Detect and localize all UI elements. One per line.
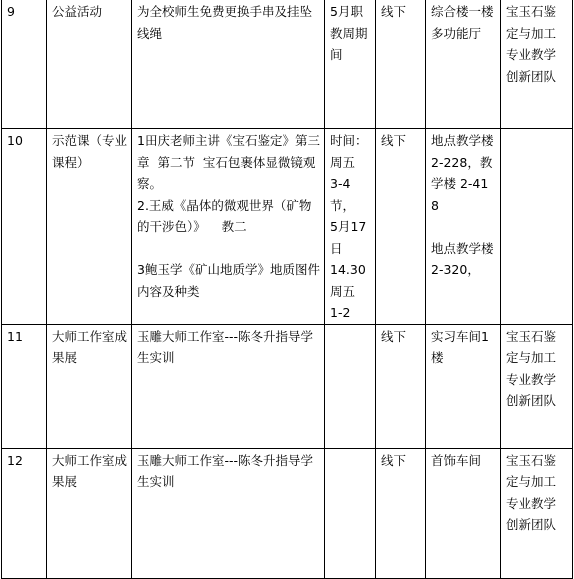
cell-line: 2.王威《晶体的微观世界（矿物的干涉色）》 教二 [137,197,312,234]
cell-line: 1-2 [330,305,351,320]
cell-line: 玉雕大师工作室---陈冬升指导学生实训 [137,328,314,365]
activity-place-cell [426,0,501,129]
row-number [2,324,47,448]
cell-line: 3鲍玉学《矿山地质学》地质图件内容及种类 [137,262,320,299]
cell-line: 周五 [330,283,356,299]
cell-line: 玉雕大师工作室---陈冬升指导学生实训 [137,452,314,489]
organizer-cell [501,324,573,448]
activity-mode-cell [376,448,426,578]
organizer-cell [501,129,573,325]
schedule-body [2,0,573,578]
activity-content-cell [132,0,325,129]
activity-place-cell [426,324,501,448]
activity-content-cell [132,129,325,325]
row-number [2,129,47,325]
table-row [2,0,573,129]
cell-line: 首饰车间 [431,452,482,468]
cell-text: 线下 [381,4,407,19]
cell-line: 3-4 [330,176,351,191]
cell-line [137,238,320,260]
cell-line: 5月职教周期间 [330,4,368,62]
activity-mode-cell [376,129,426,325]
activity-time-cell [325,129,376,325]
cell-line: 实习车间1楼 [431,328,489,365]
activity-mode-cell [376,324,426,448]
cell-text: 11 [7,328,23,344]
activity-place-cell [426,129,501,325]
cell-line: 为全校师生免费更换手串及挂坠线绳 [137,4,313,41]
cell-text: 线下 [381,452,407,468]
cell-text: 12 [7,452,23,468]
cell-text: 公益活动 [52,4,103,19]
activity-name-cell [47,448,132,578]
activity-time-cell [325,448,376,578]
cell-line: 地点教学楼 2-228，教学楼 2-418 [431,133,498,213]
cell-line: 5月17日 [330,219,367,256]
cell-text: 宝玉石鉴定与加工专业教学创新团队 [506,452,557,532]
table-row [2,324,573,448]
cell-line: 地点教学楼 2-320， [431,240,498,277]
schedule-table [1,0,573,579]
cell-text: 宝玉石鉴定与加工专业教学创新团队 [506,328,557,408]
activity-name-cell [47,0,132,129]
activity-name-cell [47,324,132,448]
activity-time-cell [325,0,376,129]
cell-text: 线下 [381,133,407,148]
cell-text: 宝玉石鉴定与加工专业教学创新团队 [506,4,557,84]
cell-text: 线下 [381,328,407,344]
cell-line: 节， [330,197,356,213]
activity-name-cell [47,129,132,325]
activity-content-cell [132,448,325,578]
cell-text: 大师工作室成果展 [52,328,128,365]
row-number [2,0,47,129]
activity-mode-cell [376,0,426,129]
activity-place-cell [426,448,501,578]
cell-line: 时间： [330,133,368,148]
cell-text: 10 [7,133,23,148]
cell-line: 综合楼一楼多功能厅 [431,4,494,41]
cell-text: 大师工作室成果展 [52,452,128,489]
organizer-cell [501,448,573,578]
table-row [2,129,573,325]
cell-line: 周五 [330,154,356,170]
cell-line: 14.30 [330,262,366,277]
row-number [2,448,47,578]
table-row [2,448,573,578]
organizer-cell [501,0,573,129]
cell-text: 9 [7,4,15,19]
cell-text [506,133,510,148]
cell-line [431,216,496,238]
activity-content-cell [132,324,325,448]
activity-time-cell [325,324,376,448]
cell-text: 示范课（专业课程） [52,133,128,170]
cell-line: 1田庆老师主讲《宝石鉴定》第三章 第二节 宝石包裹体显微镜观察。 [137,133,320,191]
